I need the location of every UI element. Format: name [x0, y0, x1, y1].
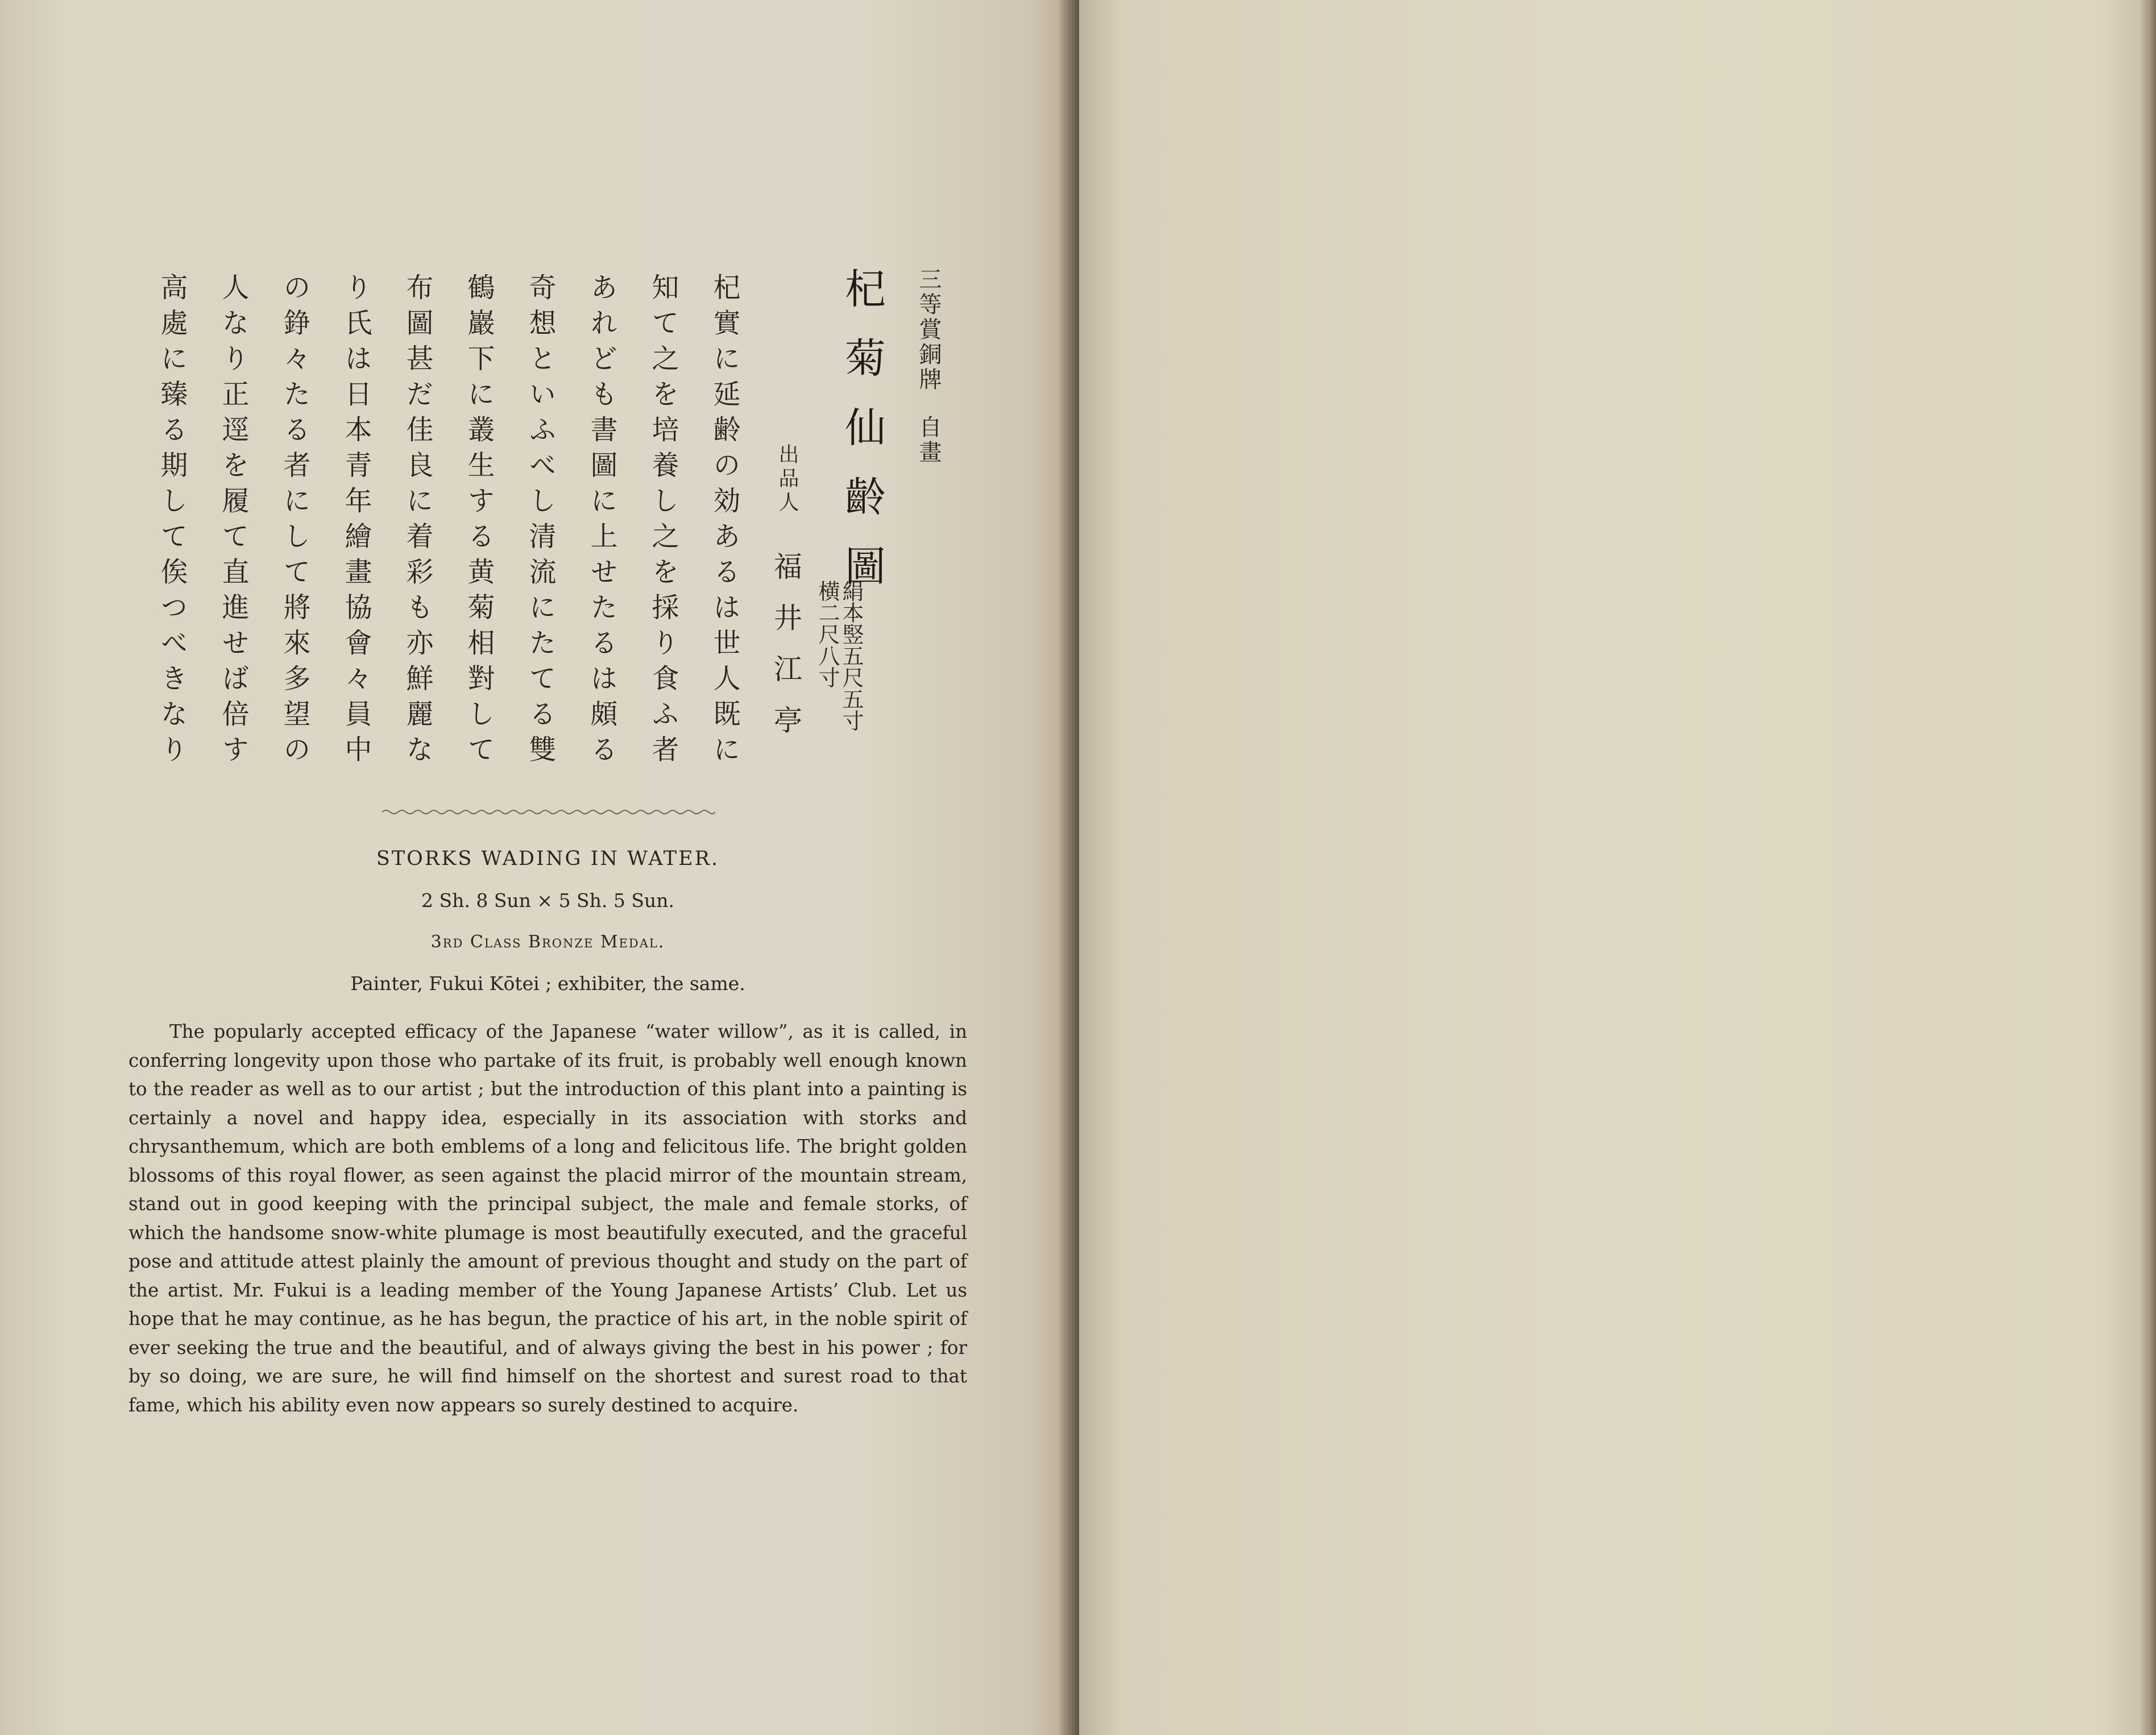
jp-body-text	[141, 273, 755, 785]
jp-body-column: 人なり正逕を履て直進せば倍す	[217, 273, 249, 771]
wavy-divider	[382, 808, 715, 817]
jp-award: 三等賞銅牌	[915, 267, 942, 392]
jp-size	[815, 580, 863, 731]
jp-body-column: 奇想といふべし清流にたてる雙	[524, 273, 556, 771]
jp-exhibitor-label: 出品人	[776, 444, 799, 515]
en-award: 3rd Class Bronze Medal.	[430, 932, 665, 952]
jp-body-column: 知て之を培養し之を採り食ふ者	[647, 273, 679, 771]
jp-body-column: 高處に臻る期して俟つべきなり	[156, 273, 188, 771]
jp-body-column: 鶴巖下に叢生する黄菊相對して	[463, 273, 495, 771]
jp-award-line	[913, 267, 945, 465]
jp-body-column: 杞實に延齢の効あるは世人既に	[708, 273, 740, 771]
jp-size-line-1: 絹本竪五尺五寸	[839, 580, 864, 731]
jp-size-line-2: 横二尺八寸	[815, 580, 840, 688]
en-dimensions: 2 Sh. 8 Sun × 5 Sh. 5 Sun.	[421, 889, 674, 912]
page-edge	[2140, 0, 2156, 1735]
en-credit: Painter, Fukui Kōtei ; exhibiter, the same.	[350, 972, 745, 995]
left-page	[0, 0, 1073, 1735]
jp-body-column: あれども書圖に上せたるは頗る	[586, 273, 617, 771]
en-body-paragraph: The popularly accepted efficacy of the Japanese “water willow”, as it is called, in conferring longevity upon those who partake of its fruit, is probably well enough known to the reader as well as to our artist ; but the introduction of this plant into a painting is certainly a novel and happy idea, especially in its association with storks and chrysanthemum, which are both emblems of a long and felicitous life. The bright golden blossoms of this royal flower, as seen against the placid mirror of the mountain stream, stand out in good keeping with the principal subject, the male and female storks, of which the handsome snow-white plumage is most beautifully executed, and the graceful pose and attitude attest plainly the amount of previous thought and study on the part of the artist. Mr. Fukui is a leading member of the Young Japanese Artists’ Club. Let us hope that he may continue, as he has begun, the practice of his art, in the noble spirit of ever seeking the true and the beautiful, and of always giving the best in his power ; for by so doing, we are sure, he will find himself on the shortest and surest road to that fame, which his ability even now appears so surely destined to acquire.	[128, 1021, 967, 1416]
jp-body-column: 布圖甚だ佳良に着彩も亦鮮麗な	[401, 273, 433, 771]
jp-painted-by: 自畫	[915, 415, 942, 465]
jp-body-column: の錚々たる者にして將來多望の	[279, 273, 310, 771]
english-text-block	[128, 847, 967, 1419]
book-gutter	[1059, 0, 1079, 1735]
en-title: STORKS WADING IN WATER.	[376, 847, 720, 870]
jp-body-column: り氏は日本青年繪畫協會々員中	[340, 273, 372, 771]
jp-title: 杞菊仙齡圖	[838, 267, 886, 614]
right-page-blank	[1079, 0, 2156, 1735]
jp-exhibitor-name: 福井江亭	[769, 552, 802, 756]
